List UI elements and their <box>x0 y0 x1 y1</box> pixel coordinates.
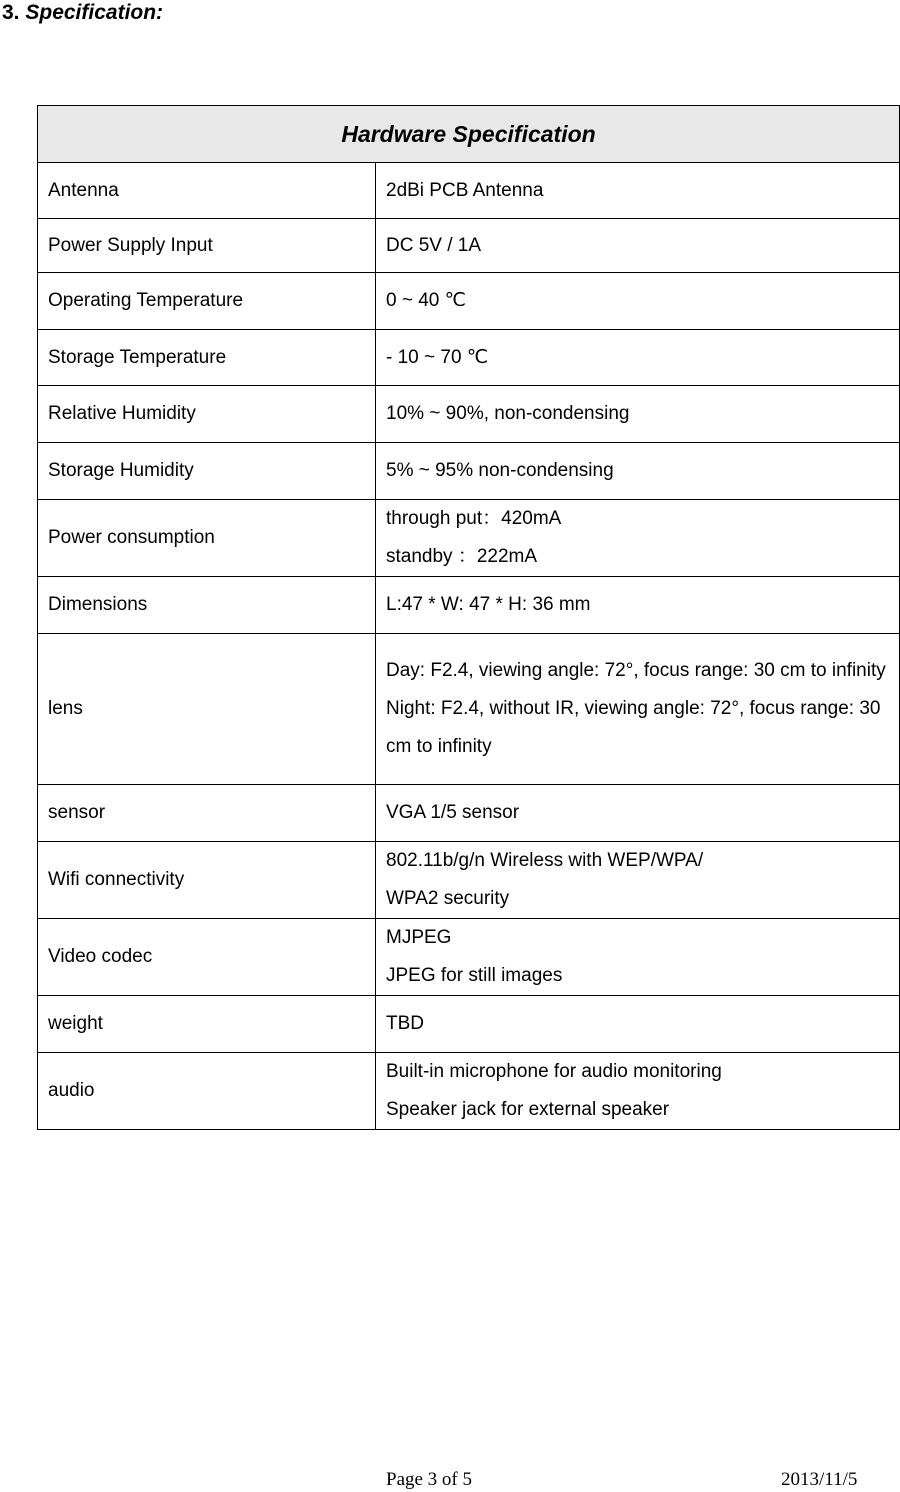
spec-value <box>376 842 900 919</box>
spec-value-line: Night: F2.4, without IR, viewing angle: 72°, focus range: 30 cm to infinity <box>386 698 881 757</box>
table-row <box>38 273 900 330</box>
spec-value-line: 0 ~ 40 ℃ <box>386 290 466 311</box>
spec-label: audio <box>38 1053 376 1130</box>
section-heading <box>2 0 163 26</box>
table-row <box>38 577 900 634</box>
spec-value <box>376 330 900 386</box>
spec-label: Relative Humidity <box>38 386 376 443</box>
spec-value <box>376 500 900 577</box>
spec-label: Power consumption <box>38 500 376 577</box>
spec-label: Operating Temperature <box>38 273 376 330</box>
table-row <box>38 219 900 273</box>
spec-value <box>376 219 900 273</box>
spec-value <box>376 273 900 330</box>
spec-value-line: DC 5V / 1A <box>386 234 482 256</box>
section-title: Specification: <box>25 1 164 24</box>
table-row <box>38 443 900 500</box>
spec-value-line: MJPEG <box>386 927 452 948</box>
spec-label: Dimensions <box>38 577 376 634</box>
page-number: Page 3 of 5 <box>386 1469 473 1490</box>
table-row <box>38 1053 900 1130</box>
spec-value-line: - 10 ~ 70 ℃ <box>386 346 489 368</box>
spec-label: lens <box>38 634 376 785</box>
spec-label: Power Supply Input <box>38 219 376 273</box>
spec-label: Video codec <box>38 919 376 996</box>
table-header-row <box>38 106 900 163</box>
spec-value <box>376 163 900 219</box>
spec-value-line: WPA2 security <box>386 888 510 909</box>
spec-value <box>376 443 900 500</box>
spec-label: weight <box>38 996 376 1053</box>
spec-value-line: 802.11b/g/n Wireless with WEP/WPA/ <box>386 850 704 871</box>
table-row <box>38 330 900 386</box>
spec-label: Storage Temperature <box>38 330 376 386</box>
spec-value-line: Day: F2.4, viewing angle: 72°, focus range: 30 cm to infinity <box>386 660 886 681</box>
spec-label: sensor <box>38 785 376 842</box>
spec-value-line: VGA 1/5 sensor <box>386 802 520 823</box>
spec-value-line: JPEG for still images <box>386 965 563 986</box>
spec-value <box>376 386 900 443</box>
spec-value-line: TBD <box>386 1013 424 1034</box>
table-row <box>38 500 900 577</box>
table-title: Hardware Specification <box>38 106 900 163</box>
spec-value-line: 10% ~ 90%, non-condensing <box>386 403 630 424</box>
spec-value-line: L:47 * W: 47 * H: 36 mm <box>386 594 591 615</box>
table-row <box>38 386 900 443</box>
spec-value-line: 2dBi PCB Antenna <box>386 179 544 201</box>
spec-value-line: Speaker jack for external speaker <box>386 1099 670 1120</box>
spec-value <box>376 1053 900 1130</box>
spec-value-line: Built-in microphone for audio monitoring <box>386 1061 722 1082</box>
spec-label: Wifi connectivity <box>38 842 376 919</box>
spec-label: Antenna <box>38 163 376 219</box>
table-row <box>38 785 900 842</box>
spec-label: Storage Humidity <box>38 443 376 500</box>
spec-value <box>376 785 900 842</box>
table-row <box>38 842 900 919</box>
document-date: 2013/11/5 <box>781 1469 858 1490</box>
spec-value <box>376 634 900 785</box>
spec-value <box>376 996 900 1053</box>
spec-value <box>376 577 900 634</box>
spec-value <box>376 919 900 996</box>
table-row <box>38 634 900 785</box>
table-row <box>38 163 900 219</box>
section-number: 3. <box>2 1 20 24</box>
table-row <box>38 919 900 996</box>
spec-value-line: through put：420mA <box>386 508 562 529</box>
table-row <box>38 996 900 1053</box>
spec-value-line: standby ：222mA <box>386 546 538 567</box>
hardware-spec-table <box>37 105 900 1130</box>
spec-value-line: 5% ~ 95% non-condensing <box>386 460 614 481</box>
table-body <box>38 163 900 1130</box>
